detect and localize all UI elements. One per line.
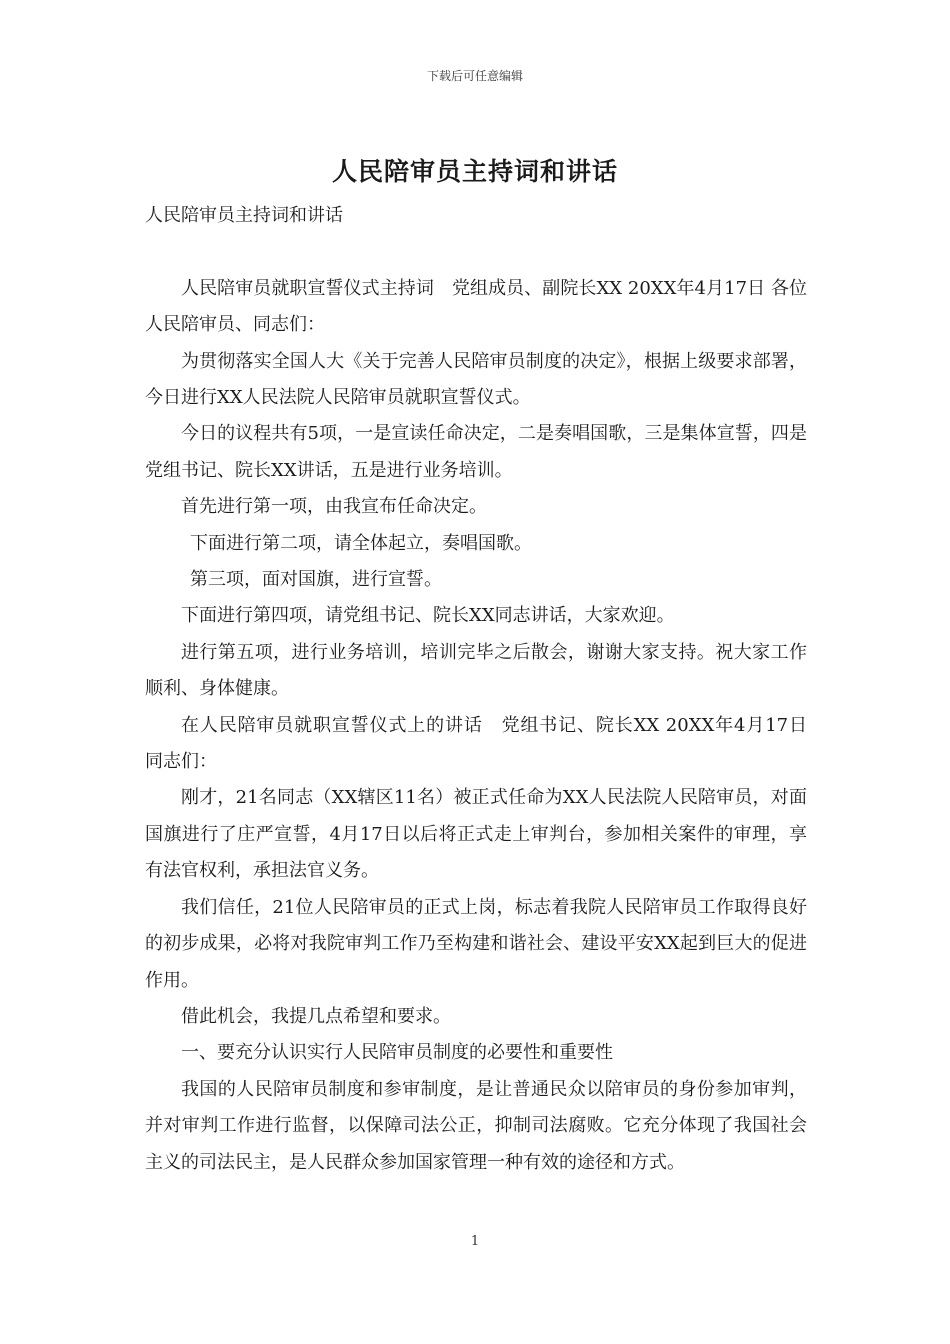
paragraph: 我们信任，21位人民陪审员的正式上岗，标志着我院人民陪审员工作取得良好的初步成果，必将对我院审判工作乃至构建和谐社会、建设平安XX起到巨大的促进作用。 <box>145 896 807 991</box>
document-title: 人民陪审员主持词和讲话 <box>331 157 618 186</box>
paragraph: 第三项，面对国旗，进行宣誓。 <box>190 569 442 591</box>
page-number: 1 <box>470 1234 480 1249</box>
paragraph: 下面进行第四项，请党组书记、院长XX同志讲话，大家欢迎。 <box>181 605 675 627</box>
page-header-note: 下载后可任意编辑 <box>426 69 523 83</box>
paragraph: 下面进行第二项，请全体起立，奏唱国歌。 <box>190 532 532 554</box>
paragraph: 今日的议程共有5项，一是宣读任命决定，二是奏唱国歌，三是集体宣誓，四是党组书记、院长XX讲话，五是进行业务培训。 <box>145 423 807 481</box>
section-heading: 一、要充分认识实行人民陪审员制度的必要性和重要性 <box>181 1042 613 1064</box>
document-body <box>145 198 825 1181</box>
paragraph: 我国的人民陪审员制度和参审制度，是让普通民众以陪审员的身份参加审判，并对审判工作进行监督，以保障司法公正，抑制司法腐败。它充分体现了我国社会主义的司法民主，是人民群众参加国家管理一种有效的途径和方式。 <box>145 1078 807 1173</box>
paragraph: 首先进行第一项，由我宣布任命决定。 <box>181 496 487 518</box>
subtitle-line: 人民陪审员主持词和讲话 <box>145 205 343 226</box>
blank-line <box>145 234 807 270</box>
paragraph: 在人民陪审员就职宣誓仪式上的讲话 党组书记、院长XX 20XX年4月17日 同志们： <box>145 714 825 773</box>
paragraph: 刚才，21名同志（XX辖区11名）被正式任命为XX人民法院人民陪审员，对面国旗进行了庄严宣誓，4月17日以后将正式走上审判台，参加相关案件的审理，享有法官权利，承担法官义务。 <box>145 787 807 882</box>
paragraph: 进行第五项，进行业务培训，培训完毕之后散会，谢谢大家支持。祝大家工作顺利、身体健康。 <box>145 641 807 700</box>
paragraph: 借此机会，我提几点希望和要求。 <box>181 1005 451 1027</box>
paragraph: 为贯彻落实全国人大《关于完善人民陪审员制度的决定》，根据上级要求部署，今日进行XX人民法院人民陪审员就职宣誓仪式。 <box>145 350 807 409</box>
paragraph: 人民陪审员就职宣誓仪式主持词 党组成员、副院长XX 20XX年4月17日 各位人民陪审员、同志们： <box>145 277 807 336</box>
